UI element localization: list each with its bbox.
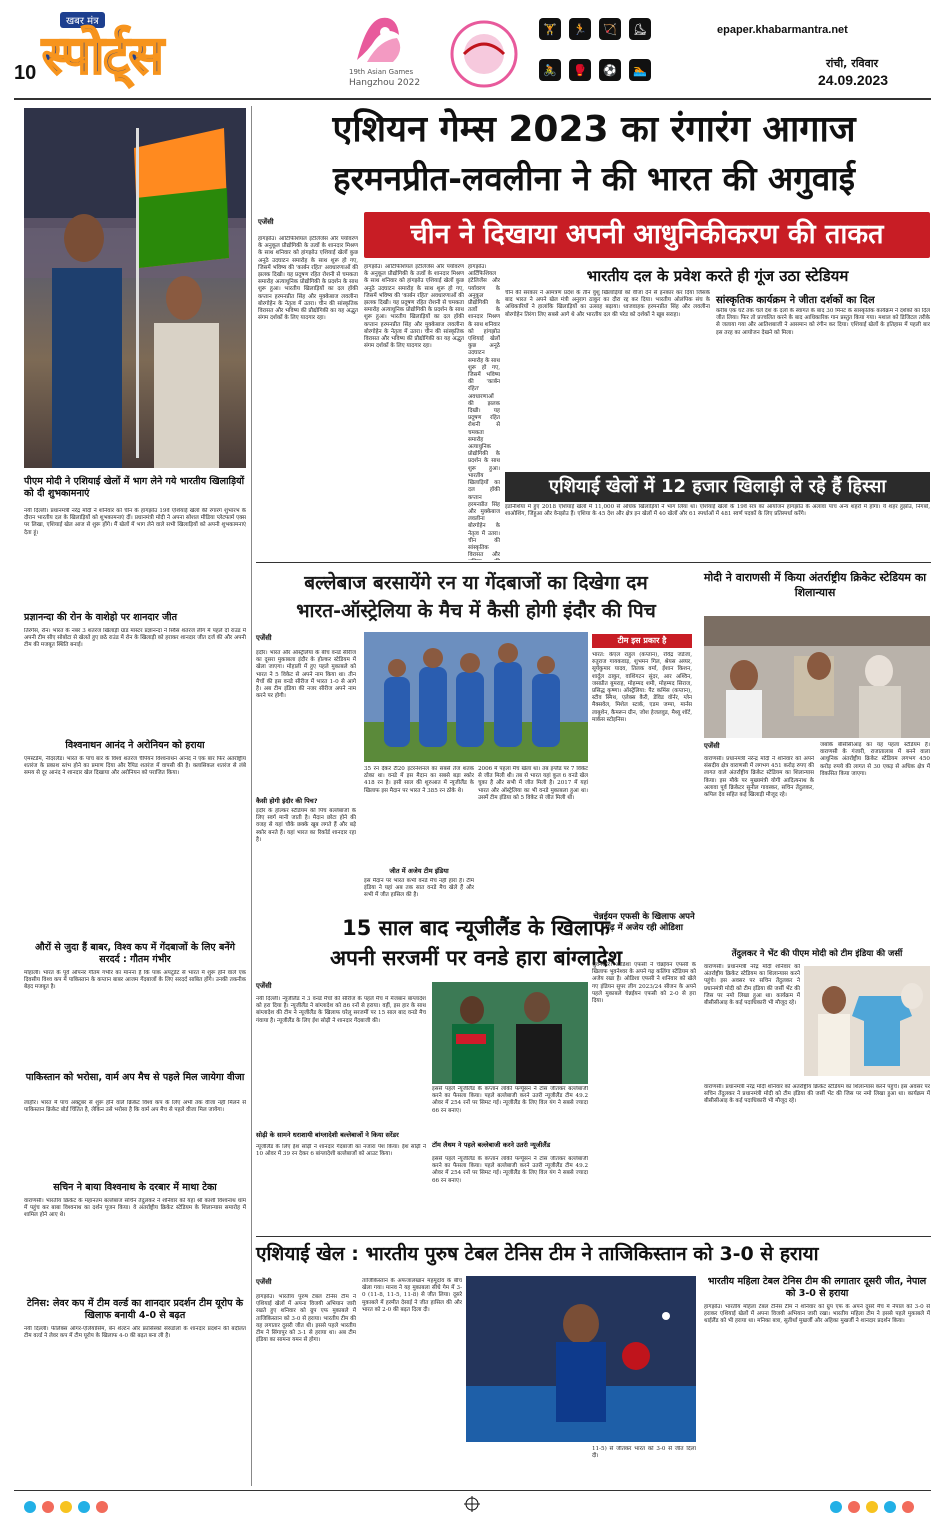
page-number: 10: [14, 62, 37, 84]
masthead: [14, 10, 934, 98]
modi-agency: एजेंसी: [704, 742, 720, 750]
odisha-body: भुवनेश्वर। ओडिशा एफसी ने चेन्नईयन एफसी के खिलाफ भुवनेश्वर के अपने गढ़ कलिंगा स्टेडियम को अजेय रखा है। ओडिशा एफसी ने शनिवार को खेले गए इंडियन सुपर लीग 2023/24 सीजन के अपने पहले मुकाबले चेन्नईयन एफसी को 2-0 से हरा दिया।: [592, 962, 696, 1005]
cricket-team-photo: [364, 632, 588, 762]
footer-dot: [884, 1501, 896, 1513]
nz-sub: सोढ़ी के सामने धराशायी बांग्लादेशी बल्लेबाजों ने किया सरेंडर: [256, 1131, 399, 1139]
tt-top-rule: [256, 1236, 931, 1237]
asian-games-logo: [327, 10, 427, 96]
jersey-body-col: वाराणसी। प्रधानमंत्री नरेंद्र मोदी शनिवार को अंतर्राष्ट्रीय क्रिकेट स्टेडियम का शिलान्यास करने पहुंचे। इस अवसर पर सचिन तेंदुलकर ने प्रधानमंत्री मोदी को टीम इंडिया की जर्सी भेंट की जिस पर नमो लिखा हुआ था। कार्यक्रम में बीसीसीआइ के कई पदाधिकारी भी मौजूद रहे।: [704, 964, 800, 1007]
cricket-headline-2: भारत-ऑस्ट्रेलिया के मैच में कैसी होगी इंदौर की पिच: [296, 600, 656, 622]
footer-dots-left: [24, 1498, 114, 1517]
lead-sub-head: भारतीय दल के प्रवेश करते ही गूंज उठा स्टेडियम: [586, 267, 849, 285]
culture-body: करीब एक घंटे तक चले देश के दलों के स्वागत के बाद 30 मिनट के सांस्कृतिक कार्यक्रम ने दर्शकों का दिल जीत लिया। फिर तो प्रज्वलित करने के बाद आधिकारिक गान प्रस्तुत किया गया। मशाल को डिजिटल तरीके से जलाया गया और आतिशबाजी ने आसमान को रंगीन कर दिया। एशियाई खेलों के इतिहास में पहली बार इस तरह का आयोजन देखने को मिला।: [716, 308, 930, 336]
lead-headline-2: हरमनप्रीत-लवलीना ने की भारत की अगुवाई: [333, 159, 855, 198]
athletes-photo: [24, 108, 246, 468]
left-head-6: टेनिस: लेवर कप में टीम वर्ल्ड का शानदार प्रदर्शन टीम यूरोप के खिलाफ बनायी 4-0 से बढ़त: [26, 1298, 244, 1321]
left-head-3: औरों से जुदा हैं बाबर, विश्व कप में गेंदबाजों के लिए बनेंगे सरदर्द : गौतम गंभीर: [35, 942, 235, 965]
footer-dot: [848, 1501, 860, 1513]
nz-photo-text: इससे पहले न्यूजीलैंड के कप्तान लॉकी फर्ग्यूसन ने टॉस जीतकर बल्लेबाजी करने का फैसला किया। पहले बल्लेबाजी करने उतरी न्यूजीलैंड टीम 49.2 ओवर में 254 रनों पर सिमट गई। न्यूजीलैंड के लिए विल यंग ने सबसे ज्यादा 66 रन बनाए।: [432, 1086, 588, 1114]
tt-photo: [466, 1276, 696, 1442]
lead-banner-text: चीन ने दिखाया अपनी आधुनिकीकरण की ताकत: [410, 219, 884, 250]
modi-body: नयी दिल्ली। प्रधानमंत्री नरेंद्र मोदी ने शनिवार को चीन के हांगझोउ 19वें एशियाई खेलों की रंगारंग शुभारंभ के दौरान भारतीय दल के खिलाड़ियों को शुभकामनाएं दीं। प्रधानमंत्री मोदी ने अपना सोशल मीडिया प्लेटफार्म एक्स पर लिखा, एशियाई खेल आज से शुरू होंगे। मैं खेलों में भाग लेने वाले सभी खिलाड़ियों को अपनी शुभकामनाएं देता हूं।: [24, 508, 246, 536]
cricket-col3: 2006 में पहला मैच खेला था। तब इंग्लैंड पर 7 विकेट से जीत मिली थी। तब से भारत यहां कुल 6 वनडे खेल चुका है और सभी में जीत मिली है। 2017 में यहां भारत और ऑस्ट्रेलिया का भी वनडे मुकाबला हुआ था। उसमें टीम इंडिया को 5 विकेट से जीत मिली थी।: [478, 766, 588, 801]
modi-stadium-headline: मोदी ने वाराणसी में किया अंतर्राष्ट्रीय क्रिकेट स्टेडियम का शिलान्यास: [703, 571, 927, 599]
swimming-icon: 🏊: [629, 59, 651, 81]
lead-banner: [364, 212, 930, 258]
squad-head: टीम इस प्रकार है: [617, 636, 667, 645]
modi-stadium-body2: जबकि बीसीसीआइ का यह पहला स्टेडियम है। वाराणसी के गंजारी, राजातालाब में बनने वाला आधुनिक अंतर्राष्ट्रीय क्रिकेट स्टेडियम लगभग 450 करोड़ रुपये की लागत से 30 एकड़ से अधिक क्षेत्र में विकसित किया जाएगा।: [820, 742, 930, 777]
strip-body: इंडोनेशिया में हुए 2018 एशियाई खेलों में 11,000 से अधिक खिलाड़ियों ने भाग लिया था। एशियाई खेलों के 19वें सत्र का आयोजन हांगझोउ के अलावा पांच अन्य शहरों में होगा। ये शहर हुझोउ, निंगबो, शाओशिंग, जिंहुआ और वेनझोउ हैं। एशिया के 45 देश और क्षेत्र इन खेलों में 40 खेलों और 61 स्पर्धाओं में 481 स्वर्ण पदकों के लिए प्रतिस्पर्धा करेंगे।: [505, 504, 930, 518]
masthead-divider: [14, 98, 931, 100]
cricket-col2: 35 रन देकर टी20 इंटरनेशनल का सबसे तेज शतक ठोका था। वनडे में इस मैदान का सबसे बड़ा स्कोर 418 रन है। इसी साल की शुरुआत में न्यूजीलैंड के खिलाफ इस मैदान पर भारत ने 385 रन ठोके थे।: [364, 766, 474, 794]
tt-col2: ताजिकिस्तान के अफजालखान महमूदोव के बीच खेला गया। मानव ने यह मुकाबला सीधे गेम में 3-0 (11-8, 11-5, 11-8) से जीत लिया। दूसरे मुकाबले में हरमीत देसाई ने जीत हासिल की और भारत को 2-0 की बढ़त दिला दी।: [362, 1278, 462, 1313]
tt-headline-text: एशियाई खेल : भारतीय पुरुष टेबल टेनिस टीम ने ताजिकिस्तान को 3-0 से हराया: [256, 1243, 819, 1265]
nz-agency: एजेंसी: [256, 982, 272, 990]
tt-body: हांगझोउ। भारतीय पुरुष टेबल टेनिस टीम ने एशियाई खेलों में अपना विजयी अभियान जारी रखते हुए शनिवार को ग्रुप एफ मुकाबले में ताजिकिस्तान को 3-0 से हराया। भारतीय टीम की यह लगातार दूसरी जीत थी। इससे पहले भारतीय टीम ने सिंगापुर को 3-1 से हराया था। अब टीम इंडिया का सामना यमन से होगा।: [256, 1294, 356, 1344]
photo-caption-modi: पीएम मोदी ने एशियाई खेलों में भाग लेने गये भारतीय खिलाड़ियों को दी शुभकामनाएं: [24, 476, 245, 499]
brand-small: खबर मंत्र: [60, 12, 105, 28]
lead-bottom-rule: [256, 562, 931, 563]
sport-icons-grid: [539, 18, 659, 94]
jersey-head: तेंदुलकर ने भेंट की पीएम मोदी को टीम इंडिया की जर्सी: [731, 949, 903, 959]
left-head-2: विश्वनाथन आनंद ने अरोनियन को हराया: [65, 740, 205, 751]
odisha-head: चेन्नईयन एफसी के खिलाफ अपने गढ़ में अजेय रही ओडिशा: [593, 912, 695, 933]
brand-title: स्पोर्ट्स: [42, 26, 163, 86]
cricket-sub2-body: इस मैदान पर भारत कभी वनडे मैच नहीं हारा है। टीम इंडिया ने यहां अब तक सात वनडे मैच खेले हैं और सभी में जीत हासिल की है।: [364, 878, 474, 899]
date: 24.09.2023: [818, 72, 889, 88]
nz-photo-caption: टॉम लैथम ने पहले बल्लेबाजी करने उतरी न्यूजीलैंड: [432, 1141, 551, 1149]
strip-head: एशियाई खेलों में 12 हजार खिलाड़ी ले रहे हैं हिस्सा: [549, 476, 886, 497]
footer-dot: [60, 1501, 72, 1513]
footer-dot: [96, 1501, 108, 1513]
lead-sub-body: चीन की सरकार ने आमंत्रण प्रदेश के तीन वुशु खिलाड़ियों को वीजा देने से इनकार कर दिया जिसके बाद भारत ने अपने खेल मंत्री अनुराग ठाकुर का दौरा रद्द कर दिया। भारतीय ओलंपिक संघ के अधिकारियों ने हालांकि खिलाड़ियों का उत्साह बढ़ाया। ध्वजवाहक हरमनप्रीत सिंह और लवलीना बोरगोहेन तिरंगा लिए सबसे आगे थे और भारतीय दल की परेड को दर्शकों ने खूब सराहा।: [505, 290, 710, 318]
nz-sub-body: न्यूजीलैंड के लिए ईश सोढ़ी ने शानदार गेंदबाजी का नजारा पेश किया। ईश सोढ़ी ने 10 ओवर में 39 रन देकर 6 बांग्लादेशी बल्लेबाजों को आउट किया।: [256, 1144, 426, 1158]
running-icon: 🏃: [569, 18, 591, 40]
lead-body-col3: हांगझोउ। आर्टिफिशियल इंटेलिजेंस और पर्यावरण के अनुकूल प्रौद्योगिकी के तत्वों के शानदार मिश्रण के साथ शनिवार को हांगझोउ एशियाई खेलों कुछ अनूठे उदघाटन समारोह के साथ शुरू हो गए, जिसमें भविष्य की 'कार्बन रहित' अवधारणाओं की झलक दिखी। यह प्रदूषण रहित रोशनी से चमकता समारोह अत्याधुनिक प्रोद्योगिकी के प्रदर्शन के साथ शुरू हुआ। भारतीय खिलाड़ियों का दल हॉकी कप्तान हरमनप्रीत सिंह और मुक्केबाज लवलीना बोरगोहेन के नेतृत्व में उतरा। चीन की सांस्कृतिक विरासत और: [468, 264, 500, 559]
squad-head-box: [592, 634, 692, 648]
strip-head-box: [505, 472, 930, 502]
boxing-icon: 🥊: [569, 59, 591, 81]
weightlifting-icon: 🏋: [539, 18, 561, 40]
cricket-sub2: जीत में अजेय टीम इंडिया: [389, 867, 449, 875]
city-day: रांची, रविवार: [826, 57, 879, 70]
football-icon: ⚽: [599, 59, 621, 81]
games-line2: Hangzhou 2022: [349, 78, 421, 88]
left-body-5: वाराणसी। भारतीय क्रिकेट के महानतम बल्लेबाज सचिन तेंदुलकर ने शनिवार को यहां श्री काशी विश्वनाथ धाम में पहुंच कर बाबा विश्वनाथ का दर्शन पूजन किया। वे अंतर्राष्ट्रीय क्रिकेट स्टेडियम के शिलान्यास समारोह में शामिल होने आए थे।: [24, 1198, 246, 1219]
games-line1: 19th Asian Games: [349, 68, 414, 76]
footer-dot: [830, 1501, 842, 1513]
left-head-5: सचिन ने बाया विश्वनाथ के दरबार में माथा टेका: [53, 1182, 217, 1193]
left-column-rule: [251, 106, 252, 1486]
cricket-sub1: कैसी होगी इंदौर की पिच?: [256, 797, 318, 805]
nz-col2: इससे पहले न्यूजीलैंड के कप्तान लॉकी फर्ग्यूसन ने टॉस जीतकर बल्लेबाजी करने का फैसला किया। पहले बल्लेबाजी करने उतरी न्यूजीलैंड टीम 49.2 ओवर में 254 रनों पर सिमट गई। न्यूजीलैंड के लिए विल यंग ने सबसे ज्यादा 66 रन बनाए।: [432, 1156, 588, 1184]
nz-headline-2: अपनी सरजमीं पर वनडे हारा बांग्लादेश: [329, 946, 623, 970]
cricket-headline-1: बल्लेबाज बरसायेंगे रन या गेंदबाजों का दिखेगा दम: [304, 572, 648, 594]
cricket-body: इंदौर। भारत और ऑस्ट्रेलिया के बीच वनडे सीरीज का दूसरा मुकाबला इंदौर के होल्कर स्टेडियम में खेला जाएगा। मोहाली में हुए पहले मुकाबले को भारत ने 5 विकेट से अपने नाम किया था। तीन मैचों की इस वनडे सीरीज में भारत 1-0 से आगे है। अब टीम इंडिया की नजर सीरीज अपने नाम करने पर होगी।: [256, 650, 356, 700]
left-body-1: तिरंगेस, रोन। भारत के नंबर 3 शतरंज खिलाड़ी ग्रांड मास्टर प्रज्ञानन्दा ने स्विस शतरंज लीग में पहले दो राउंड में अपनी टीम सीए सोबोटा से खेलते हुए छठे राउंड में रोन के खिलाड़ी को हराकर शानदार जीत दर्ज की और अपनी टीम की मजबूत स्थिति बनाई।: [24, 628, 246, 649]
tt-agency: एजेंसी: [256, 1278, 272, 1286]
registration-mark-icon: [464, 1496, 480, 1512]
left-body-3: मोहाली। भारत के पूर्व ओपनर गौतम गंभीर का मानना है कि पाक अपटूडेट से भारत में शुरू होने वाले एक दिवसीय विश्व कप में पाकिस्तान के कप्तान बाबर आजम गेंदबाजों के लिए सरदर्द साबित होंगे। उनकी तकनीक बेहद मजबूत है।: [24, 970, 246, 991]
jersey-photo: [804, 966, 930, 1076]
footer-dot: [24, 1501, 36, 1513]
nz-photo: [432, 982, 588, 1084]
tt-women-head: भारतीय महिला टेबल टेनिस टीम की लगातार दूसरी जीत, नेपाल को 3-0 से हराया: [707, 1276, 927, 1299]
tt-photo-caption: 11-5) से जीतकर भारत को 3-0 से जीत दिला दी।: [592, 1446, 696, 1460]
lead-agency: एजेंसी: [258, 218, 274, 226]
modi-stadium-photo: [704, 616, 930, 738]
footer-dot: [78, 1501, 90, 1513]
footer-dot: [902, 1501, 914, 1513]
footer-dot: [42, 1501, 54, 1513]
nz-body: नयी दिल्ली। न्यूजीलैंड ने 3 वनडे मैचों की सीरीज के पहले मैच में मेजबान बांग्लादेश को हरा दिया है। न्यूजीलैंड ने बांग्लादेश को 86 रनों से हराया। वहीं, इस हार के साथ बांग्लादेश की टीम ने न्यूजीलैंड के खिलाफ घरेलू सरजमीं पर 15 साल बाद वनडे मैच गंवाया है। न्यूजीलैंड के लिए ईश सोढ़ी ने शानदार गेंदबाजी की।: [256, 996, 426, 1024]
cricket-sub1-body: इंदौर के होल्कर स्टेडियम की पिच बल्लेबाजों के लिए स्वर्ग मानी जाती है। मैदान छोटा होने की वजह से यहां चौके छक्के खूब लगते हैं और बड़े स्कोर बनते हैं। यहां भारत का रिकॉर्ड शानदार रहा है।: [256, 808, 356, 843]
website: epaper.khabarmantra.net: [717, 24, 848, 36]
jersey-body-full: वाराणसी। प्रधानमंत्री नरेंद्र मोदी शनिवार को अंतर्राष्ट्रीय क्रिकेट स्टेडियम का शिलान्यास करने पहुंचे। इस अवसर पर सचिन तेंदुलकर ने प्रधानमंत्री मोदी को टीम इंडिया की जर्सी भेंट की जिस पर नमो लिखा हुआ था। कार्यक्रम में बीसीसीआइ के कई पदाधिकारी भी मौजूद रहे।: [704, 1084, 930, 1105]
footer-rule: [14, 1490, 931, 1491]
left-head-4: पाकिस्तान को भरोसा, वार्म अप मैच से पहले मिल जायेगा वीजा: [25, 1072, 245, 1083]
archery-icon: 🏹: [599, 18, 621, 40]
footer-dots-right: [830, 1498, 914, 1517]
cycling-icon: 🚴: [539, 59, 561, 81]
left-body-2: एमस्टर्डम, नीदरलैंड। भारत के पांच बार के विश्व शतरंज चैंपियन विश्वनाथन आनंद ने एक बार फिर अंतर्राष्ट्रीय शतरंज के प्रकाश स्तंभ होने का प्रमाण दिया और रैपिड शतरंज में वापसी की है। क्लासिकल शतरंज से लंबे समय से दूर आनंद ने शानदार खेल दिखाया और अरोनियन को पराजित किया।: [24, 756, 246, 777]
sport-pictograms: [444, 14, 524, 94]
lead-body-col1: हांगझोउ। आर्टिफिशियल इंटेलिजेंस और पर्यावरण के अनुकूल प्रौद्योगिकी के तत्वों के शानदार मिश्रण के साथ शनिवार को हांगझोउ एशियाई खेलों कुछ अनूठे उदघाटन समारोह के साथ शुरू हो गए, जिसमें भविष्य की 'कार्बन रहित' अवधारणाओं की झलक दिखी। यह प्रदूषण रहित रोशनी से चमकता समारोह अत्याधुनिक प्रोद्योगिकी के प्रदर्शन के साथ शुरू हुआ। भारतीय खिलाड़ियों का दल हॉकी कप्तान हरमनप्रीत सिंह और मुक्केबाज लवलीना बोरगोहेन के नेतृत्व में उतरा। चीन की सांस्कृतिक विरासत और भविष्य की प्रौद्योगिकी का यह अद्भुत संगम दर्शकों के लिए यादगार रहा।: [258, 236, 358, 322]
left-head-1: प्रज्ञानन्दा की रोन के वाशेहो पर शानदार जीत: [24, 612, 177, 623]
squad-body: भारत: केएल राहुल (कप्तान), रविंद्र जडेजा, रुतुराज गायकवाड़, शुभमन गिल, श्रेयस अय्यर, सूर्यकुमार यादव, तिलक वर्मा, ईशान किशन, शार्दुल ठाकुर, वाशिंगटन सुंदर, आर अश्विन, जसप्रीत बुमराह, मोहम्मद शमी, मोहम्मद सिराज, प्रसिद्ध कृष्णा। ऑस्ट्रेलिया: पैट कमिंस (कप्तान), स्टीव स्मिथ, एलेक्स कैरी, डेविड वॉर्नर, ग्लेन मैक्सवेल, मिशेल स्टार्क, एडम जम्पा, मार्नस लाबुशेन, कैमरून ग्रीन, जोश हेजलवुड, मैथ्यू शॉर्ट, मार्कस स्टोइनिस।: [592, 652, 692, 723]
cricket-agency: एजेंसी: [256, 634, 272, 642]
left-body-4: लाहौर। भारत में पांच अक्टूबर से शुरू होने वाले क्रिकेट विश्व कप के लिए अभी तक वीजा नहीं मिलने से पाकिस्तान क्रिकेट बोर्ड चिंतित है, लेकिन उसे भरोसा है कि वार्म अप मैच से पहले वीजा मिल जायेगा।: [24, 1100, 246, 1114]
nz-headline-1: 15 साल बाद न्यूजीलैंड के खिलाफ: [342, 916, 610, 940]
tt-women-body: हांगझोउ। भारतीय महिला टेबल टेनिस टीम ने शनिवार को ग्रुप एफ के अपने दूसरे मैच में नेपाल को 3-0 से हराकर एशियाई खेलों में अपना विजयी अभियान जारी रखा। भारतीय महिला टीम ने इससे पहले मुकाबले में थाईलैंड को भी हराया था। मनिका बत्रा, सुतीर्था मुखर्जी और अहिका मुखर्जी ने शानदार प्रदर्शन किया।: [704, 1304, 930, 1325]
culture-head: सांस्कृतिक कार्यक्रम ने जीता दर्शकों का दिल: [716, 295, 875, 306]
modi-stadium-body: वाराणसी। प्रधानमंत्री नरेन्द्र मोदी ने शनिवार को अपने संसदीय क्षेत्र वाराणसी में लगभग 451 करोड़ रुपए की लागत वाले अंतर्राष्ट्रीय क्रिकेट स्टेडियम का शिलान्यास किया। इस मौके पर मुख्यमंत्री योगी आदित्यनाथ के अलावा पूर्व क्रिकेटर सुनील गावस्कर, सचिन तेंदुलकर, कपिल देव सहित कई खिलाड़ी मौजूद रहे।: [704, 756, 814, 799]
tt-headline: [256, 1240, 930, 1268]
left-body-6: नयी दिल्ली। फेलिक्स ऑगर-एलियासिम, बेन शेल्टन और फ्रांसिस्को सेरुंडोलो के शानदार प्रदर्शन की बदौलत टीम वर्ल्ड ने लेवर कप में टीम यूरोप के खिलाफ 4-0 की बढ़त बना ली है।: [24, 1326, 246, 1340]
lead-headline-1: एशियन गेम्स 2023 का रंगारंग आगाज: [332, 109, 856, 150]
footer-dot: [866, 1501, 878, 1513]
skating-icon: ⛸: [629, 18, 651, 40]
lead-body-col2: हांगझोउ। आर्टिफिशियल इंटेलिजेंस और पर्यावरण के अनुकूल प्रौद्योगिकी के तत्वों के शानदार मिश्रण के साथ शनिवार को हांगझोउ एशियाई खेलों कुछ अनूठे उदघाटन समारोह के साथ शुरू हो गए, जिसमें भविष्य की 'कार्बन रहित' अवधारणाओं की झलक दिखी। यह प्रदूषण रहित रोशनी से चमकता समारोह अत्याधुनिक प्रोद्योगिकी के प्रदर्शन के साथ शुरू हुआ। भारतीय खिलाड़ियों का दल हॉकी कप्तान हरमनप्रीत सिंह और मुक्केबाज लवलीना बोरगोहेन के नेतृत्व में उतरा। चीन की सांस्कृतिक विरासत और भविष्य की प्रौद्योगिकी का यह अद्भुत संगम दर्शकों के लिए यादगार रहा।: [364, 264, 464, 350]
